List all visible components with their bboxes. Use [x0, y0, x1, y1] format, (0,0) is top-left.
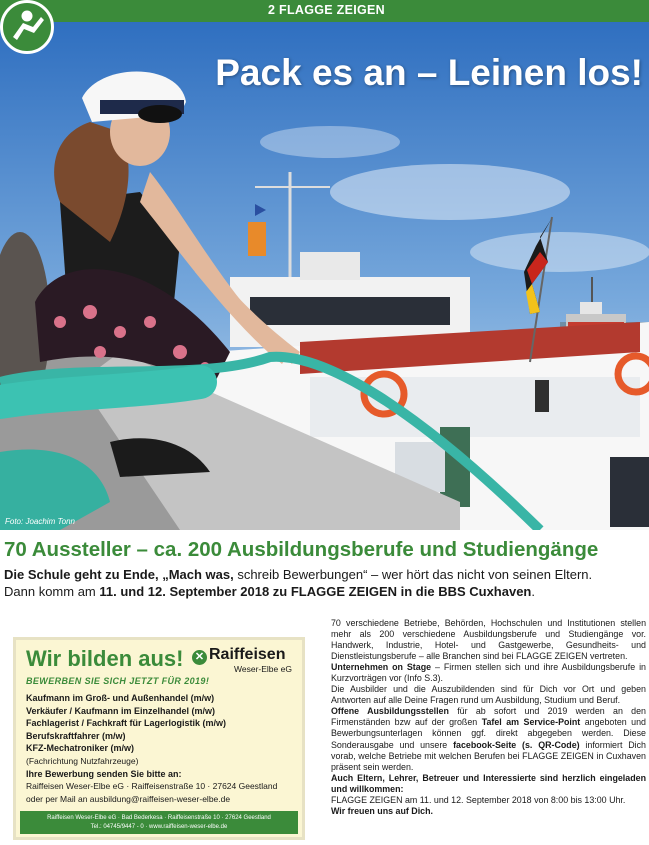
job-item: Berufskraftfahrer (m/w) [26, 730, 126, 741]
body-paragraph: 70 verschiedene Betriebe, Behörden, Hochschulen und Institutionen stellen mehr als 200 verschiedene Ausbildungsberufe und Studiengänge vor. Handwerk, Industrie, Hotel- und Gastgewerbe, Gesundheits- und Dienstleistungsberufe – alle Branchen sind bei FLAGGE ZEIGEN vertreten. [331, 618, 646, 662]
body-bold: Offene Ausbildungsstellen [331, 706, 449, 717]
body-bold: Tafel am Service-Point [481, 717, 581, 728]
ad-brand: Raiffeisen [209, 646, 286, 663]
lead-line-1 [4, 566, 646, 583]
ad-footer-line-1: Raiffeisen Weser-Elbe eG · Bad Bederkesa · Raiffeisenstraße 10 · 27624 Geestland [47, 815, 271, 821]
lead-2-end: . [531, 584, 536, 599]
raiffeisen-ad [16, 640, 302, 837]
body-text-span: für ab sofort und 2019 werden an den Firmenständen bzw auf der großen [331, 706, 646, 728]
ad-brand-sub: Weser-Elbe eG [234, 664, 292, 674]
photo-credit: Foto: Joachim Tonn [5, 517, 75, 526]
ad-footer-line-2: Tel.: 04745/9447 - 0 · www.raiffeisen-weser-elbe.de [90, 824, 228, 830]
body-paragraph [331, 662, 646, 684]
body-paragraph [331, 806, 646, 817]
ad-title: Wir bilden aus! [26, 646, 184, 671]
lead-1-rest: schreib Bewerbungen“ – wer hört das nicht von seinen Eltern. [233, 567, 593, 582]
apply-label: Ihre Bewerbung senden Sie bitte an: [26, 768, 182, 779]
lead-2-start: Dann komm am [4, 584, 100, 599]
body-paragraph [331, 706, 646, 772]
ship-harbour-illustration [0, 22, 649, 530]
body-bold: facebook-Seite (s. QR-Code) [453, 739, 580, 750]
person-arrow-icon [3, 3, 51, 51]
ad-address: Raiffeisen Weser-Elbe eG · Raiffeisenstraße 10 · 27624 Geestland [26, 781, 278, 792]
body-bold: Auch Eltern, Lehrer, Betreuer und Interessierte sind herzlich eingeladen und willkommen: [331, 772, 646, 794]
header-bar [0, 0, 649, 22]
body-paragraph: FLAGGE ZEIGEN am 11. und 12. September 2018 von 8:00 bis 13:00 Uhr. [331, 794, 626, 805]
job-item: Fachlagerist / Fachkraft für Lagerlogistik (m/w) [26, 718, 227, 729]
job-note: (Fachrichtung Nutzfahrzeuge) [26, 755, 139, 766]
lead-2-bold: 11. und 12. September 2018 zu FLAGGE ZEIGEN in die BBS Cuxhaven [99, 584, 532, 599]
ad-slogan: BEWERBEN SIE SICH JETZT FÜR 2019! [26, 676, 210, 686]
body-bold: Wir freuen uns auf Dich. [331, 805, 433, 816]
page-section-label: 2 FLAGGE ZEIGEN [268, 3, 386, 17]
body-bold: Unternehmen on Stage [331, 662, 432, 673]
raiffeisen-cross-icon: ✕ [192, 650, 207, 665]
ad-footer [20, 811, 298, 834]
lead-line-2 [4, 583, 646, 600]
lead-1-bold: Die Schule geht zu Ende, „Mach was, [4, 567, 234, 582]
body-text-span: angeboten und Bewerbungsunterlagen können ggf. direkt abgegeben werden. Diese Sonderausgabe und unsere [331, 717, 646, 750]
article-subheadline: 70 Aussteller – ca. 200 Ausbildungsberufe und Studiengänge [4, 538, 599, 561]
ad-job-list [26, 692, 296, 805]
job-item: Verkäufer / Kaufmann im Einzelhandel (m/w) [26, 705, 216, 716]
body-paragraph: Die Ausbilder und die Auszubildenden sind für Dich vor Ort und geben Antworten auf alle Deine Fragen rund um Ausbildung, Studium und Beruf. [331, 684, 646, 706]
body-text-span: informiert Dich vorab, welche Betriebe mit welchen Berufen bei FLAGGE ZEIGEN in Cuxhaven präsent sein werden. [331, 739, 646, 772]
body-paragraph [331, 773, 646, 795]
article-lead [4, 566, 646, 600]
hero-photo [0, 22, 649, 530]
job-item: Kaufmann im Groß- und Außenhandel (m/w) [26, 693, 215, 703]
body-text-span: – Firmen stellen sich und ihre Ausbildungsberufe in Kurzvorträgen vor (Info S.3). [331, 662, 646, 684]
job-item: KFZ-Mechatroniker (m/w) [26, 743, 135, 754]
article-body [331, 618, 646, 817]
ad-email: oder per Mail an ausbildung@raiffeisen-weser-elbe.de [26, 793, 231, 804]
flagge-zeigen-logo [0, 0, 54, 54]
headline: Pack es an – Leinen los! [215, 52, 643, 93]
